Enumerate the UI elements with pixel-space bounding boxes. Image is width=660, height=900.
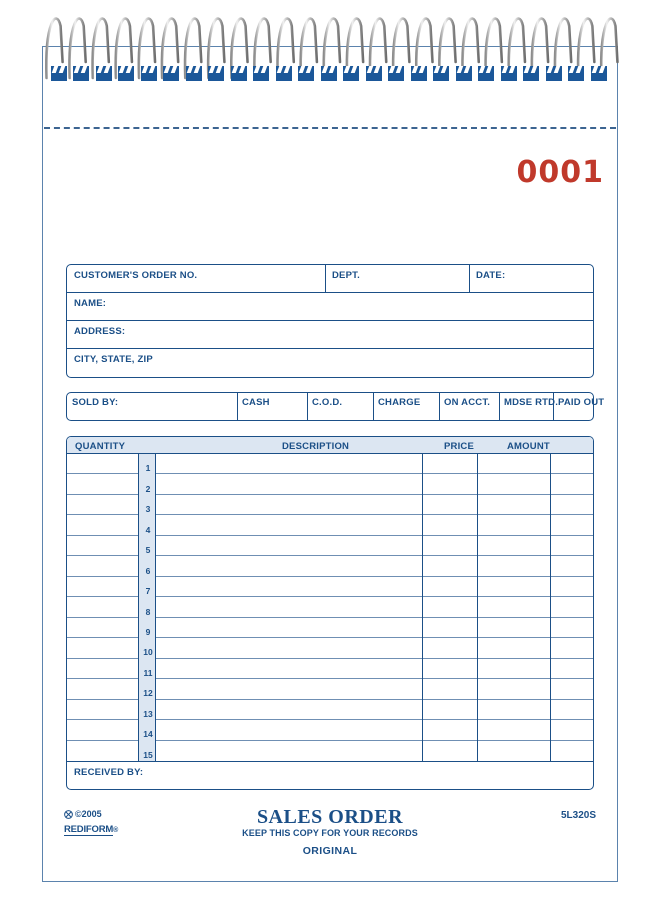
- dept-field[interactable]: [325, 265, 469, 292]
- punch-tab: [433, 66, 449, 81]
- row-number: 11: [143, 667, 153, 678]
- customer-info-block: [66, 264, 594, 378]
- brand-name: REDIFORM: [64, 824, 114, 835]
- part-number: 5L320S: [560, 810, 596, 821]
- row-number: 12: [143, 688, 153, 699]
- punch-tab: [568, 66, 584, 81]
- date-field[interactable]: [469, 265, 593, 292]
- document-title-block: [42, 806, 618, 857]
- received-by-label: RECEIVED BY:: [74, 767, 144, 778]
- line-number-column: [138, 454, 156, 761]
- dept-label: DEPT.: [332, 270, 360, 281]
- payment-cell-label: C.O.D.: [312, 397, 343, 408]
- punch-tab: [546, 66, 562, 81]
- punch-tab: [276, 66, 292, 81]
- punch-tab: [501, 66, 517, 81]
- customers-order-no-label: CUSTOMER'S ORDER NO.: [74, 270, 198, 281]
- city-state-zip-field[interactable]: [67, 349, 593, 377]
- name-field[interactable]: [67, 293, 593, 320]
- document-title: SALES ORDER: [256, 806, 404, 828]
- punch-tab: [253, 66, 269, 81]
- punch-tab: [141, 66, 157, 81]
- punch-tab: [208, 66, 224, 81]
- punch-tab: [343, 66, 359, 81]
- punch-tab: [186, 66, 202, 81]
- line-items-table: [66, 436, 594, 790]
- payment-method-block: [66, 392, 605, 421]
- column-divider-amount-cents: [550, 454, 551, 761]
- received-by-row[interactable]: [67, 761, 593, 791]
- order-number: 0001: [516, 155, 604, 190]
- punch-tab: [118, 66, 134, 81]
- column-header-description: DESCRIPTION: [282, 441, 350, 452]
- punch-tab: [456, 66, 472, 81]
- payment-cell-cash[interactable]: [237, 393, 307, 420]
- payment-cell-on-acct[interactable]: [439, 393, 499, 420]
- line-items-header: [67, 437, 593, 454]
- row-number: 7: [145, 586, 151, 597]
- perforation-line: [44, 127, 616, 129]
- column-header-price: PRICE: [444, 441, 475, 452]
- column-divider-price: [422, 454, 423, 761]
- divider: [373, 393, 374, 420]
- punch-tab: [96, 66, 112, 81]
- punch-tab: [388, 66, 404, 81]
- name-row[interactable]: [67, 293, 593, 321]
- copyright-text: ©2005: [75, 809, 102, 819]
- row-number: 2: [145, 483, 151, 494]
- date-label: DATE:: [476, 270, 506, 281]
- row-number: 13: [143, 708, 153, 719]
- punch-tab: [163, 66, 179, 81]
- address-label: ADDRESS:: [74, 326, 126, 337]
- city-state-zip-label: CITY, STATE, ZIP: [74, 354, 153, 365]
- footer: [42, 806, 618, 866]
- punch-hole-tabs: [50, 66, 612, 86]
- divider: [499, 393, 500, 420]
- punch-tab: [366, 66, 382, 81]
- divider: [553, 393, 554, 420]
- punch-tab: [321, 66, 337, 81]
- punch-tab: [51, 66, 67, 81]
- punch-tab: [231, 66, 247, 81]
- row-number: 15: [143, 749, 153, 760]
- row-number: 6: [145, 565, 151, 576]
- document-subtitle: KEEP THIS COPY FOR YOUR RECORDS: [242, 828, 418, 838]
- payment-cell-label: CHARGE: [378, 397, 421, 408]
- address-field[interactable]: [67, 321, 593, 348]
- customers-order-no-field[interactable]: [67, 265, 325, 292]
- payment-cell-sold-by[interactable]: [67, 393, 237, 420]
- row-number: 5: [145, 545, 151, 556]
- divider: [237, 393, 238, 420]
- punch-tab: [523, 66, 539, 81]
- registered-mark: ®: [113, 827, 119, 834]
- punch-tab: [478, 66, 494, 81]
- divider: [307, 393, 308, 420]
- payment-cell-mdse-rtd[interactable]: [499, 393, 559, 420]
- punch-tab: [411, 66, 427, 81]
- payment-cell-label: MDSE RTD.: [504, 397, 559, 408]
- column-header-amount: AMOUNT: [507, 441, 550, 452]
- copy-type-label: ORIGINAL: [302, 845, 358, 857]
- row-number: 8: [145, 606, 151, 617]
- payment-cell-label: SOLD BY:: [72, 397, 119, 408]
- payment-cell-label: CASH: [242, 397, 270, 408]
- city-row[interactable]: [67, 349, 593, 377]
- payment-cell-paid-out[interactable]: [553, 393, 605, 420]
- payment-cell-label: ON ACCT.: [444, 397, 491, 408]
- column-header-quantity: QUANTITY: [75, 441, 126, 452]
- customer-order-row: [67, 265, 593, 293]
- divider: [439, 393, 440, 420]
- row-number: 4: [145, 524, 151, 535]
- payment-cell-charge[interactable]: [373, 393, 439, 420]
- punch-tab: [298, 66, 314, 81]
- punch-tab: [73, 66, 89, 81]
- name-label: NAME:: [74, 298, 107, 309]
- row-number: 10: [143, 647, 153, 658]
- column-divider-price-cents: [477, 454, 478, 761]
- row-number: 9: [145, 626, 151, 637]
- row-number: 1: [145, 463, 151, 474]
- row-number: 14: [143, 729, 153, 740]
- punch-tab: [591, 66, 607, 81]
- address-row[interactable]: [67, 321, 593, 349]
- row-number: 3: [145, 504, 151, 515]
- payment-cell-c-o-d[interactable]: [307, 393, 373, 420]
- payment-cell-label: PAID OUT: [558, 397, 605, 408]
